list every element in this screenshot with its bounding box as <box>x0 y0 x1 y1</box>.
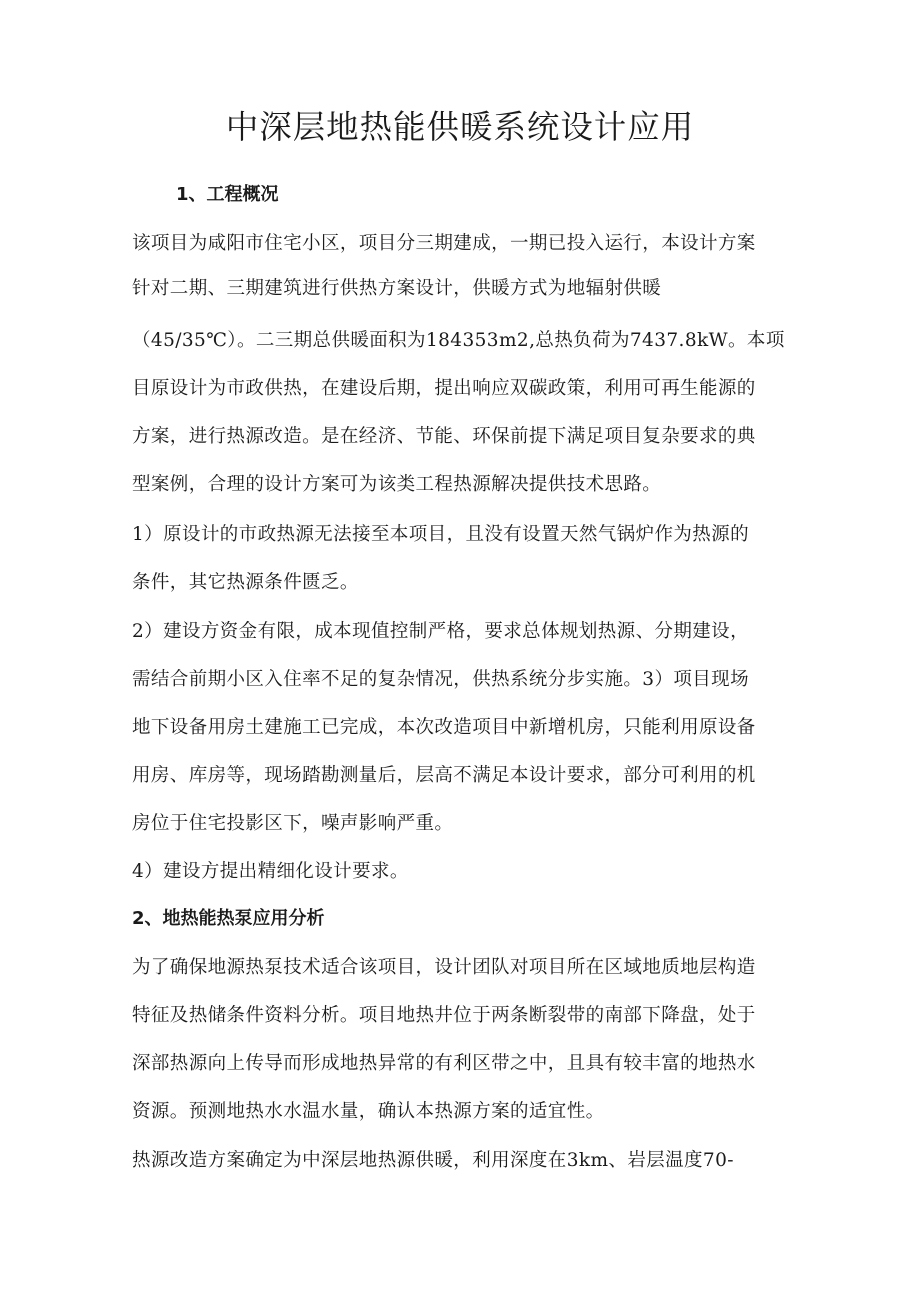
paragraph-line: （45/35℃）。二三期总供暖面积为184353m2,总热负荷为7437.8kW。本项 <box>132 330 785 351</box>
paragraph-line: 方案，进行热源改造。是在经济、节能、环保前提下满足项目复杂要求的典 <box>132 426 756 447</box>
paragraph-line: 特征及热储条件资料分析。项目地热井位于两条断裂带的南部下降盘，处于 <box>132 1005 756 1026</box>
paragraph-line: 深部热源向上传导而形成地热异常的有利区带之中，且具有较丰富的地热水 <box>132 1053 756 1074</box>
paragraph-line: 1）原设计的市政热源无法接至本项目，且没有设置天然气锅炉作为热源的 <box>132 524 749 545</box>
paragraph-line: 2）建设方资金有限，成本现值控制严格，要求总体规划热源、分期建设， <box>132 621 749 642</box>
paragraph-line: 地下设备用房土建施工已完成，本次改造项目中新增机房，只能利用原设备 <box>132 717 756 738</box>
paragraph-line: 型案例，合理的设计方案可为该类工程热源解决提供技术思路。 <box>132 474 662 495</box>
paragraph-line: 资源。预测地热水水温水量，确认本热源方案的适宜性。 <box>132 1101 605 1122</box>
paragraph-line: 针对二期、三期建筑进行供热方案设计，供暖方式为地辐射供暖 <box>132 278 662 299</box>
paragraph-line: 热源改造方案确定为中深层地热源供暖，利用深度在3km、岩层温度70- <box>132 1150 734 1171</box>
paragraph-line: 房位于住宅投影区下，噪声影响严重。 <box>132 813 454 834</box>
document-title: 中深层地热能供暖系统设计应用 <box>225 108 695 146</box>
paragraph-line: 需结合前期小区入住率不足的复杂情况，供热系统分步实施。3）项目现场 <box>132 669 749 690</box>
paragraph-line: 为了确保地源热泵技术适合该项目，设计团队对项目所在区域地质地层构造 <box>132 957 756 978</box>
section-1-heading: 1、工程概况 <box>176 184 279 205</box>
paragraph-line: 条件，其它热源条件匮乏。 <box>132 572 359 593</box>
paragraph-line: 目原设计为市政供热，在建设后期，提出响应双碳政策，利用可再生能源的 <box>132 378 756 399</box>
paragraph-line: 该项目为咸阳市住宅小区，项目分三期建成，一期已投入运行，本设计方案 <box>132 233 756 254</box>
section-2-heading: 2、地热能热泵应用分析 <box>132 908 325 929</box>
paragraph-line: 4）建设方提出精细化设计要求。 <box>132 861 409 882</box>
paragraph-line: 用房、库房等，现场踏勘测量后，层高不满足本设计要求，部分可利用的机 <box>132 765 756 786</box>
